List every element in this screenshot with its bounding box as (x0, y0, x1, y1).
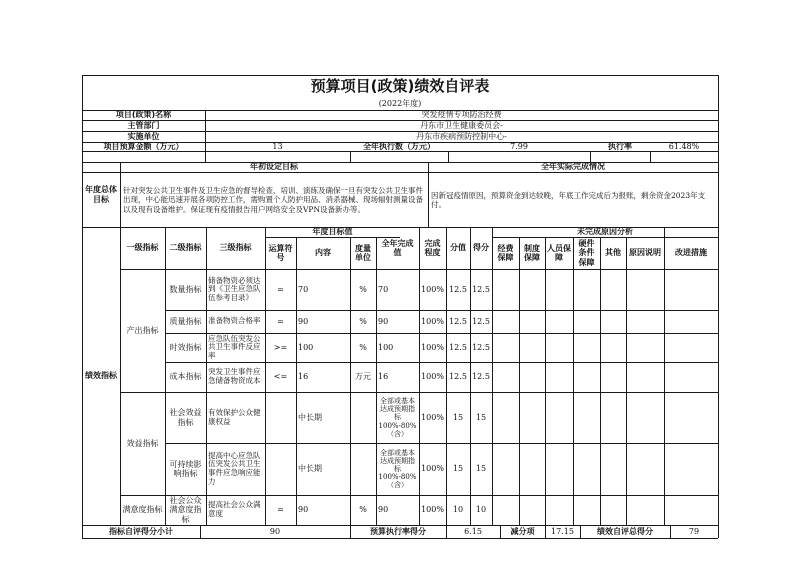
row-score: 15 (475, 412, 487, 422)
row-completed: 90 (378, 505, 389, 515)
grid-line (205, 151, 206, 162)
score-value-header: 分值 (450, 243, 466, 253)
budget-amount-value: 13 (272, 142, 283, 151)
project-name-value: 突发疫情专项防治经费 (421, 110, 502, 120)
grid-line (492, 227, 493, 525)
row-level3: 应急队伍突发公共卫生事件反应率 (208, 333, 261, 360)
execution-rate-value: 61.48% (668, 142, 700, 151)
content-header: 内容 (315, 248, 331, 258)
row-level2: 社会效益指标 (169, 408, 202, 427)
row-unit: 万元 (355, 372, 371, 382)
row-score-value: 12.5 (449, 342, 467, 352)
annual-execution-value: 7.99 (510, 142, 528, 151)
row-content: 中长期 (298, 412, 322, 422)
reason-description-header: 原因说明 (629, 248, 661, 258)
other-header: 其他 (605, 248, 621, 258)
row-level3: 储备物资必须达到《卫生应急队伍参考目录》 (208, 275, 261, 302)
subtotal-label: 指标自评得分小计 (109, 526, 173, 536)
budget-amount-label: 项目预算金额（万元） (103, 142, 184, 151)
row-score-value: 15 (452, 412, 464, 422)
row-unit (350, 392, 376, 443)
row-level2: 社会公众满意度指标 (169, 496, 202, 524)
row-level3: 提高社会公众满意度 (208, 500, 261, 518)
row-completed: 全部或基本达成预期指标100%-80%（含） (378, 448, 417, 490)
row-score-value: 12.5 (449, 316, 467, 326)
exec-rate-score-label: 预算执行率得分 (370, 526, 426, 536)
row-level3: 有效保护公众健康权益 (208, 407, 261, 426)
row-operator: <= (273, 372, 288, 382)
row-level2: 可持续影响指标 (169, 459, 202, 478)
grid-line (82, 538, 718, 539)
grid-line (519, 237, 520, 525)
row-level2: 成本指标 (169, 372, 202, 382)
row-content: 70 (298, 284, 309, 294)
reason-analysis-group-header: 未完成原因分析 (577, 227, 633, 237)
row-unit: % (359, 284, 367, 294)
score-header: 得分 (473, 243, 489, 253)
row-score-value: 15 (452, 464, 464, 474)
improvement-measures-header: 改进措施 (675, 248, 707, 258)
deduction-label: 减分项 (510, 526, 535, 536)
grid-line (664, 227, 665, 525)
funding-guarantee-header: 经费保障 (497, 243, 514, 262)
row-unit: % (359, 505, 367, 515)
row-degree: 100% (421, 284, 444, 294)
grid-line (448, 151, 449, 162)
output-indicators-label: 产出指标 (126, 325, 159, 335)
year-label: (2022年度) (378, 99, 422, 109)
row-operator: >= (273, 342, 288, 352)
row-operator: = (277, 316, 284, 326)
row-completed: 70 (378, 284, 389, 294)
hardware-guarantee-header: 硬件条件保障 (578, 239, 595, 267)
implementing-unit-value: 丹东市疾病预防控制中心- (416, 131, 507, 141)
row-operator (265, 443, 296, 495)
row-score: 12.5 (472, 342, 490, 352)
annual-goal-label: 年度总体目标 (85, 185, 117, 204)
row-score: 12.5 (472, 316, 490, 326)
level3-indicator-header: 三级指标 (219, 243, 252, 253)
total-score-label: 绩效自评总得分 (597, 526, 653, 536)
row-operator: = (277, 284, 284, 294)
execution-rate-label: 执行率 (608, 142, 632, 151)
row-score: 12.5 (472, 372, 490, 382)
unit-header: 度量单位 (355, 243, 371, 262)
row-content: 16 (298, 372, 309, 382)
actual-completion-header: 全年实际完成情况 (541, 162, 605, 172)
row-score-value: 10 (452, 505, 464, 515)
row-content: 90 (298, 316, 309, 326)
row-completed: 90 (378, 316, 389, 326)
row-level3: 突发卫生事件应急储备物资成本 (208, 367, 261, 385)
row-content: 100 (298, 342, 314, 352)
grid-line (590, 151, 591, 162)
level1-indicator-header: 一级指标 (126, 243, 159, 253)
row-unit (350, 443, 376, 495)
satisfaction-indicators-label: 满意度指标 (122, 505, 163, 515)
actual-completion-text: 因新冠疫情原因，预算资金到达较晚，年底工作完成后为报账，剩余资金2023年支付。 (431, 190, 706, 209)
row-level3: 准备物资合格率 (208, 316, 261, 326)
row-content: 90 (298, 505, 309, 515)
performance-indicators-label: 绩效指标 (85, 371, 117, 381)
total-score-value: 79 (688, 526, 700, 536)
row-content: 中长期 (298, 464, 322, 474)
row-score: 10 (475, 505, 487, 515)
initial-target-header: 年初设定目标 (250, 162, 298, 172)
row-completed: 16 (378, 372, 389, 382)
grid-line (626, 237, 627, 525)
row-score: 15 (475, 464, 487, 474)
completion-degree-header: 完成程度 (424, 238, 441, 257)
supervising-dept-value: 丹东市卫生健康委员会- (420, 120, 503, 130)
project-name-label: 项目(政策)名称 (115, 110, 172, 120)
row-degree: 100% (421, 342, 444, 352)
grid-line (650, 151, 651, 162)
row-operator (265, 392, 296, 443)
annual-execution-label: 全年执行数（万元） (363, 142, 435, 151)
exec-rate-score-value: 6.15 (464, 526, 482, 536)
initial-target-text: 针对突发公共卫生事件及卫生应急的督导检查、培训、演练及确保一旦有突发公共卫生事件出现，中心能迅速开展各项防控工作，需购置个人防护用品、消杀器械、现场辐射测量设备以及现有设备维护。保证现有疫情报告用户网络安全及VPN设备新办等。 (123, 185, 423, 214)
supervising-dept-label: 主管部门 (127, 120, 160, 130)
benefit-indicators-label: 效益指标 (126, 438, 159, 448)
row-level2: 质量指标 (169, 316, 202, 326)
row-degree: 100% (421, 316, 444, 326)
row-degree: 100% (421, 505, 444, 515)
operator-header: 运算符号 (268, 243, 293, 262)
row-score-value: 12.5 (449, 372, 467, 382)
completed-value-header: 全年完成值 (381, 238, 414, 257)
row-level3: 提高中心应急队伍突发公共卫生事件应急响应能力 (208, 450, 261, 486)
implementing-unit-label: 实施单位 (127, 131, 160, 141)
grid-line (545, 237, 546, 538)
grid-line (350, 151, 351, 162)
grid-line (573, 237, 574, 525)
subtotal-value: 90 (269, 526, 281, 536)
personnel-guarantee-header: 人员保障 (547, 243, 571, 262)
row-degree: 100% (421, 464, 444, 474)
row-completed: 100 (378, 342, 394, 352)
row-operator: = (277, 505, 284, 515)
deduction-value: 17.15 (551, 526, 574, 536)
target-value-group-header: 年度目标值 (312, 227, 353, 237)
row-level2: 时效指标 (169, 342, 202, 352)
row-unit: % (359, 316, 367, 326)
row-unit: % (359, 342, 367, 352)
row-degree: 100% (421, 372, 444, 382)
row-degree: 100% (421, 412, 444, 422)
grid-line (82, 151, 718, 152)
row-level2: 数量指标 (169, 284, 202, 294)
system-guarantee-header: 制度保障 (524, 243, 540, 262)
page-title: 预算项目(政策)绩效自评表 (310, 77, 490, 96)
row-score: 12.5 (472, 284, 490, 294)
grid-line (600, 237, 601, 525)
grid-line (718, 75, 719, 538)
row-completed: 全部或基本达成预期指标100%-80%（含） (378, 397, 417, 438)
level2-indicator-header: 二级指标 (169, 243, 202, 253)
row-score-value: 12.5 (449, 284, 467, 294)
